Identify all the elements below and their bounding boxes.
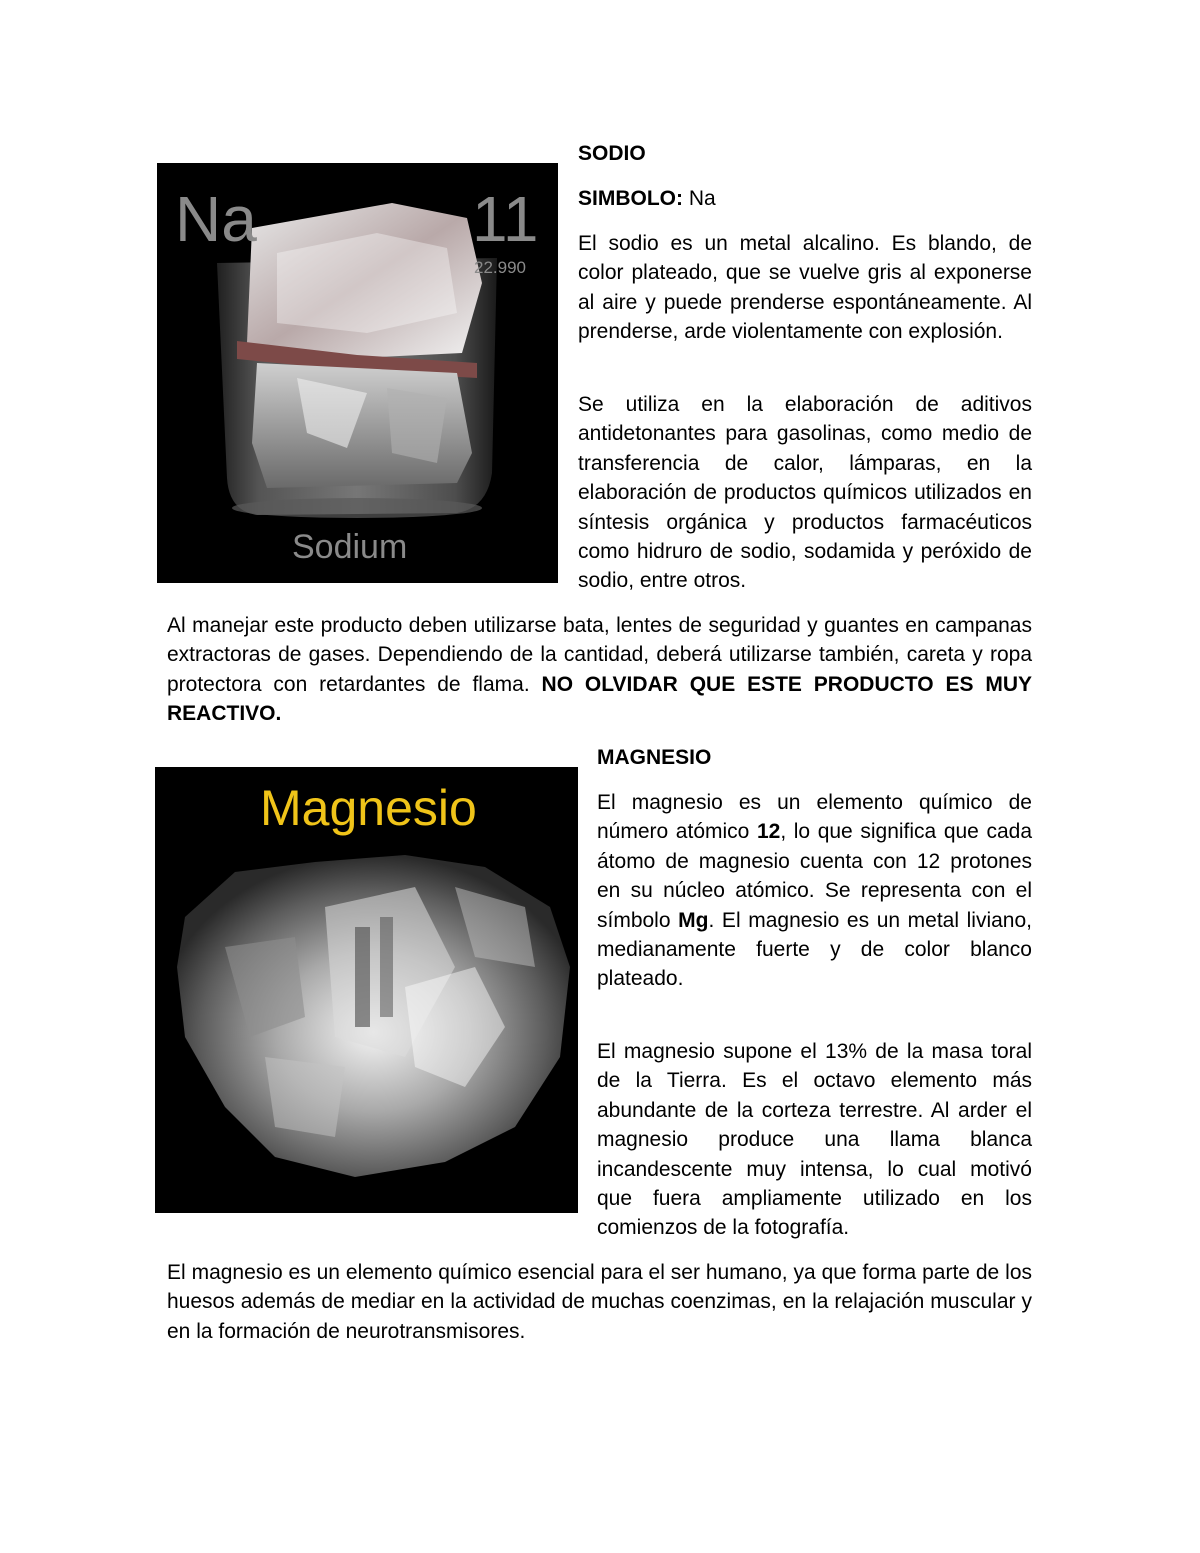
sodium-paragraph-1: El sodio es un metal alcalino. Es blando, de color plateado, que se vuelve gris al exponerse al aire y puede prenderse espontáneamente. Al prenderse, arde violentamente con explosión. bbox=[578, 232, 1032, 344]
atomic-number-bold: 12 bbox=[756, 820, 781, 844]
magnesium-crystal-illustration bbox=[155, 767, 578, 1213]
sodium-symbol-line bbox=[578, 184, 1032, 213]
sodium-title: SODIO bbox=[578, 142, 646, 165]
tile-atomic-mass: 22.990 bbox=[474, 258, 526, 277]
symbol-value: Na bbox=[683, 187, 716, 210]
safety-warning: NO OLVIDAR QUE ESTE PRODUCTO ES MUY REACTIVO. bbox=[167, 672, 1032, 726]
magnesium-paragraph-1 bbox=[597, 788, 1032, 994]
tile-atomic-number: 11 bbox=[472, 183, 539, 255]
sodium-safety-paragraph bbox=[167, 611, 1032, 729]
mg-p1-text-c: . El magnesio es un metal liviano, medianamente fuerte y de color blanco plateado. bbox=[597, 908, 1032, 991]
tile-symbol: Na bbox=[175, 183, 257, 255]
magnesium-paragraph-3: El magnesio es un elemento químico esencial para el ser humano, ya que forma parte de los huesos además de mediar en la actividad de muchas coenzimas, en la relajación muscular y en la formación de neurotransmisores. bbox=[167, 1261, 1032, 1343]
sodium-photo bbox=[157, 163, 558, 583]
symbol-bold: Mg bbox=[678, 908, 709, 932]
sodium-jar-illustration bbox=[157, 163, 558, 583]
mg-p1-text-a: El magnesio es un elemento químico de número atómico bbox=[597, 791, 1032, 844]
tile-element-name: Sodium bbox=[292, 528, 408, 566]
mg-p1-text-b: , lo que significa que cada átomo de magnesio cuenta con 12 protones en su núcleo atómico. Se representa con el símbolo bbox=[597, 820, 1032, 932]
symbol-label: SIMBOLO: bbox=[578, 187, 683, 210]
magnesio-label: Magnesio bbox=[260, 780, 477, 836]
magnesium-photo bbox=[155, 767, 578, 1213]
safety-text: Al manejar este producto deben utilizarse bata, lentes de seguridad y guantes en campanas extractoras de gases. Dependiendo de la cantidad, deberá utilizarse también, careta y ropa protectora con retardantes de flama. bbox=[167, 614, 1032, 696]
sodium-paragraph-2: Se utiliza en la elaboración de aditivos antidetonantes para gasolinas, como medio de transferencia de calor, lámparas, en la elaboración de productos químicos utilizados en síntesis orgánica y productos farmacéuticos como hidruro de sodio, sodamida y peróxido de sodio, entre otros. bbox=[578, 393, 1032, 593]
magnesium-title: MAGNESIO bbox=[597, 746, 712, 769]
magnesium-paragraph-2: El magnesio supone el 13% de la masa toral de la Tierra. Es el octavo elemento más abundante de la corteza terrestre. Al arder el magnesio produce una llama blanca incandescente muy intensa, lo cual motivó que fuera ampliamente utilizado en los comienzos de la fotografía. bbox=[597, 1040, 1032, 1240]
